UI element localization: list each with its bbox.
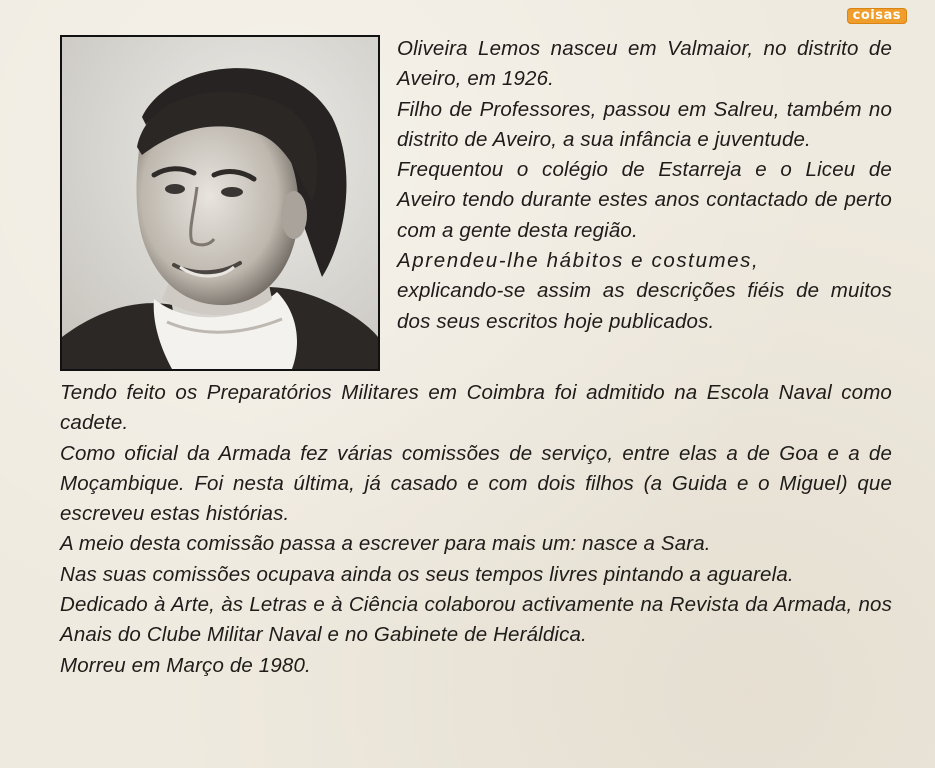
paragraph-commissions: Como oficial da Armada fez várias comissões de serviço, entre elas a de Goa e a de Moçambique. Foi nesta última, já casado e com dois filhos (a Guida e o Miguel) que escreveu estas histórias. (60, 441, 892, 526)
paragraph-death: Morreu em Março de 1980. (60, 653, 311, 677)
coisas-logo: coisas (847, 8, 907, 24)
paragraph-sara: A meio desta comissão passa a escrever para mais um: nasce a Sara. (60, 532, 711, 556)
paragraph-contributions: Dedicado à Arte, às Letras e à Ciência colaborou activamente na Revista da Armada, nos Anais do Clube Militar Naval e no Gabinete de Heráldica. (60, 593, 892, 647)
paragraph-watercolor: Nas suas comissões ocupava ainda os seus tempos livres pintando a aguarela. (60, 562, 794, 586)
paragraph-naval-school: Tendo feito os Preparatórios Militares em Coimbra foi admitido na Escola Naval como cadete. (60, 381, 892, 435)
top-text-column (397, 34, 892, 337)
portrait-photo (60, 35, 380, 371)
bottom-text-column (60, 378, 892, 681)
paragraph-schooling: Frequentou o colégio de Estarreja e o Liceu de Aveiro tendo durante estes anos contactado de perto com a gente desta região. (397, 158, 892, 242)
portrait-photo-icon (62, 37, 378, 369)
paragraph-childhood: Filho de Professores, passou em Salreu, também no distrito de Aveiro, a sua infância e juventude. (397, 97, 892, 151)
paragraph-birth: Oliveira Lemos nasceu em Valmaior, no distrito de Aveiro, em 1926. (397, 37, 892, 91)
paragraph-writings: explicando-se assim as descrições fiéis de muitos dos seus escritos hoje publicados. (397, 279, 892, 333)
paragraph-habits: Aprendeu-lhe hábitos e costumes, (397, 249, 760, 273)
